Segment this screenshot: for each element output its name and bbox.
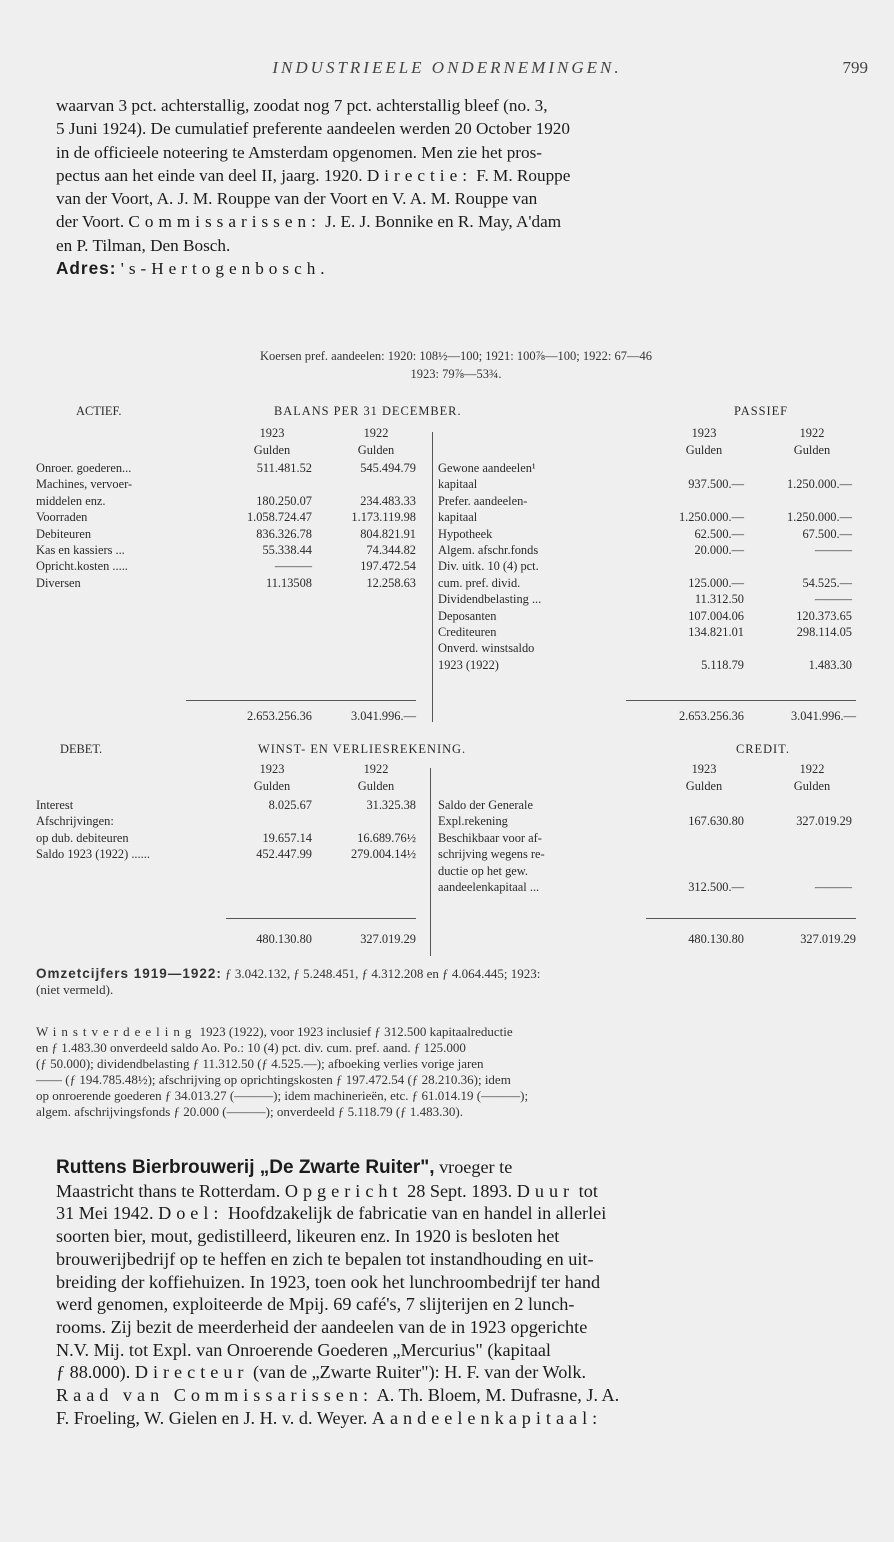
credit-row	[36, 831, 856, 847]
directeur-label: Directeur	[134, 1362, 249, 1383]
value-1923: 836.326.78	[256, 526, 312, 541]
passief-row	[36, 527, 856, 543]
winstverdeeling-label: Winstverdeeling	[36, 1024, 197, 1039]
row-label: Kas en kassiers ...	[36, 543, 125, 557]
credit-row	[36, 847, 856, 863]
value-1923: 55.338.44	[262, 543, 312, 557]
row-label: Voorraden	[36, 510, 88, 525]
passief-label: PASSIEF	[734, 404, 789, 418]
row-label: Algem. afschr.fonds	[438, 543, 539, 557]
raad-label: Raad van Commissarissen:	[56, 1385, 374, 1406]
row-label: cum. pref. divid.	[438, 575, 521, 590]
row-label: Saldo der Generale	[438, 798, 533, 812]
adres-label: Adres:	[56, 258, 117, 279]
value-1922: 1.250.000.—	[786, 477, 852, 492]
value-1923: 11.13508	[265, 575, 312, 590]
directie-label: Directie:	[366, 165, 472, 185]
value-1922: 67.500.—	[802, 526, 852, 541]
value-1923: 1.250.000.—	[678, 510, 744, 525]
value-1922: 804.821.91	[360, 526, 416, 541]
value-1923: 5.118.79	[701, 657, 744, 672]
row-label: middelen enz.	[36, 493, 106, 508]
header-title: INDUSTRIEELE ONDERNEMINGEN.	[272, 58, 622, 77]
value-1923: 511.481.52	[256, 461, 312, 475]
value-1922: 54.525.—	[802, 575, 852, 590]
value-1923: 312.500.—	[688, 880, 744, 894]
passief-row	[36, 609, 856, 625]
koersen-line: 1923: 79⅞—53¾.	[410, 367, 502, 381]
value-1922: 327.019.29	[796, 814, 852, 829]
credit-row	[36, 814, 856, 830]
running-header	[0, 58, 894, 88]
credit-total-1922: 327.019.29	[800, 932, 856, 946]
omzet-label: Omzetcijfers 1919—1922:	[36, 966, 222, 981]
value-1922: 74.344.82	[366, 543, 416, 557]
balans-title: BALANS PER 31 DECEMBER.	[274, 404, 462, 418]
koersen-block	[56, 347, 856, 383]
passief-row	[36, 461, 856, 477]
text-line: waarvan 3 pct. achterstallig, zoodat nog 7 pct. achterstallig bleef (no. 3,	[56, 96, 548, 115]
page-number: 799	[842, 58, 868, 77]
row-label: Expl.rekening	[438, 814, 508, 829]
row-label: Diversen	[36, 575, 81, 590]
row-label: kapitaal	[438, 510, 478, 525]
row-label: aandeelenkapitaal ...	[438, 880, 540, 894]
text-line: pectus aan het einde van deel II, jaarg. 1920. Directie: F. M. Rouppe	[56, 165, 571, 185]
passief-row	[36, 641, 856, 657]
row-label: Crediteuren	[438, 625, 497, 639]
value-1922: ———	[814, 592, 852, 607]
row-label: Prefer. aandeelen-	[438, 493, 528, 508]
value-1922: 197.472.54	[360, 559, 416, 574]
total-rule	[626, 700, 856, 701]
passief-row	[36, 543, 856, 559]
row-label: Beschikbaar voor af-	[438, 830, 542, 845]
passief-row	[36, 658, 856, 674]
doel-label: Doel:	[158, 1203, 224, 1224]
value-1922: 298.114.05	[796, 625, 852, 639]
actief-total-1922: 3.041.996.—	[350, 709, 416, 723]
adres-value: 's-Hertogenbosch.	[120, 259, 330, 279]
passief-row	[36, 576, 856, 592]
total-rule	[186, 700, 416, 701]
profit-loss-account: DEBET. WINST- EN VERLIESREKENING. CREDIT. 1923 1922 1923 1922 Gulden Gulden Gulden Gulden Interest 8.025.67 31.325.38 Afschrijvingen: op dub. debiteuren 19.657.14 16.689.76½ Saldo 1923 (1922) ...... 452.447.99 279.004.14½ Saldo der Generale Expl.rekening 167.630.80 327.019.29 Beschikbaar voor af- schrijving wegens re- ductie op het gew. aandeelenkapitaal ... 312.500.— ——— 480.130.80 327.019.29 480.130.80 327.019.29	[36, 742, 856, 957]
text-line	[56, 257, 856, 280]
passief-row	[36, 477, 856, 493]
column-divider	[432, 432, 433, 722]
omzetcijfers: Omzetcijfers 1919—1922: ƒ 3.042.132, ƒ 5.248.451, ƒ 4.312.208 en ƒ 4.064.445; 1923: (niet vermeld).	[36, 966, 541, 997]
debet-label: DEBET.	[60, 742, 103, 756]
winst-title: WINST- EN VERLIESREKENING.	[258, 742, 467, 756]
value-1922: 234.483.33	[360, 493, 416, 508]
duur-label: Duur	[516, 1180, 575, 1201]
aandeelenkapitaal-label: Aandeelenkapitaal:	[371, 1407, 603, 1428]
text-line: en P. Tilman, Den Bosch.	[56, 235, 231, 255]
credit-total-1923: 480.130.80	[688, 932, 744, 946]
value-1922: 120.373.65	[796, 608, 852, 623]
opgericht-label: Opgericht	[284, 1180, 403, 1201]
row-label: Machines, vervoer-	[36, 477, 133, 492]
intro-paragraph	[56, 94, 856, 280]
row-label: Afschrijvingen:	[36, 814, 114, 829]
row-label: Gewone aandeelen¹	[438, 461, 536, 475]
value-1922: 12.258.63	[366, 575, 416, 590]
row-label: Onroer. goederen...	[36, 461, 132, 475]
credit-row	[36, 864, 856, 880]
row-label: Hypotheek	[438, 526, 493, 541]
value-1923: 62.500.—	[694, 526, 744, 541]
value-1923: 1.058.724.47	[246, 510, 312, 525]
value-1922: 16.689.76½	[357, 830, 416, 845]
value-1923: 937.500.—	[688, 477, 744, 492]
value-1922: 1.483.30	[808, 657, 852, 672]
passief-row	[36, 494, 856, 510]
value-1923: 11.312.50	[694, 592, 744, 607]
credit-row	[36, 798, 856, 814]
commissarissen-label: Commissarissen:	[128, 212, 321, 232]
total-rule	[646, 918, 856, 919]
row-label: ductie op het gew.	[438, 863, 529, 878]
balance-sheet: ACTIEF. BALANS PER 31 DECEMBER. PASSIEF 1923 1922 1923 1922 Gulden Gulden Gulden Gulden Onroer. goederen... 511.481.52 545.494.79 Machines, vervoer- middelen enz. 180.250.07 234.483.33 Voorraden 1.058.724.47 1.173.119.98 Debiteuren 836.326.78 804.821.91 Kas en kassiers ... 55.338.44 74.344.82 Opricht.kosten ..... ——— 197.472.54 Diversen 11.13508 12.258.63 Gewone aandeelen¹ kapitaal 937.500.— 1.250.000.— Prefer. aandeelen- kapitaal 1.250.000.— 1.250.000.— Hypotheek 62.500.— 67.500.— Algem. afschr.fonds 20.000.— ——— Div. uitk. 10 (4) pct. cum. pref. divid. 125.000.— 54.525.— Dividendbelasting ... 11.312.50 ——— Deposanten 107.004.06 120.373.65 Crediteuren 134.821.01 298.114.05 Onverd. winstsaldo 1923 (1922) 5.118.79 1.483.30 2.653.256.36 3.041.996.— 2.653.256.36 3.041.996.—	[36, 404, 856, 723]
row-label: Saldo 1923 (1922) ......	[36, 847, 150, 862]
debet-total-1922: 327.019.29	[360, 932, 416, 946]
passief-total-1922: 3.041.996.—	[790, 709, 856, 723]
text-line: der Voort. Commissarissen: J. E. J. Bonnike en R. May, A'dam	[56, 212, 562, 232]
value-1923: 19.657.14	[262, 830, 312, 845]
ruttens-entry: Ruttens Bierbrouwerij „De Zwarte Ruiter", vroeger te Maastricht thans te Rotterdam. Opgericht 28 Sept. 1893. Duur tot 31 Mei 1942. Doel: Hoofdzakelijk de fabricatie van en handel in allerlei soorten bier, mout, gedistilleerd, likeuren enz. In 1920 is besloten het brouwerijbedrijf op te heffen en zich te bepalen tot instandhouding en uit- breiding der koffiehuizen. In 1923, toen ook het lunchroombedrijf ter hand werd genomen, exploiteerde de Mpij. 69 café's, 7 slijterijen en 2 lunch- rooms. Zij bezit de meerderheid der aandeelen van de in 1923 opgerichte N.V. Mij. tot Expl. van Onroerende Goederen „Mercurius" (kapitaal ƒ 88.000). Directeur (van de „Zwarte Ruiter"): H. F. van der Wolk. Raad van Commissarissen: A. Th. Bloem, M. Dufrasne, J. A. F. Froeling, W. Gielen en J. H. v. d. Weyer. Aandeelenkapitaal:	[56, 1157, 620, 1428]
total-rule	[226, 918, 416, 919]
row-label: Opricht.kosten .....	[36, 559, 128, 574]
value-1922: ———	[814, 880, 852, 894]
credit-row	[36, 880, 856, 896]
text-line: van der Voort, A. J. M. Rouppe van der Voort en V. A. M. Rouppe van	[56, 189, 538, 209]
row-label: kapitaal	[438, 477, 478, 492]
credit-label: CREDIT.	[736, 742, 790, 756]
passief-row	[36, 510, 856, 526]
actief-total-1923: 2.653.256.36	[246, 709, 312, 723]
row-label: Deposanten	[438, 608, 497, 623]
row-label: schrijving wegens re-	[438, 847, 545, 862]
row-label: Dividendbelasting ...	[438, 592, 542, 607]
value-1923: 20.000.—	[694, 543, 744, 557]
value-1922: ———	[814, 543, 852, 557]
passief-total-1923: 2.653.256.36	[678, 709, 744, 723]
actief-label: ACTIEF.	[76, 404, 122, 418]
value-1923: 134.821.01	[688, 625, 744, 639]
row-label: Div. uitk. 10 (4) pct.	[438, 559, 539, 574]
winstverdeeling: Winstverdeeling 1923 (1922), voor 1923 inclusief ƒ 312.500 kapitaalreductie en ƒ 1.483.30 onverdeeld saldo Ao. Po.: 10 (4) pct. div. cum. pref. aand. ƒ 125.000 (ƒ 50.000); dividendbelasting ƒ 11.312.50 (ƒ 4.525.—); afboeking verlies vorige jaren —— (ƒ 194.785.48½); afschrijving op oprichtingskosten ƒ 197.472.54 (ƒ 28.210.36); idem op onroerende goederen ƒ 34.013.27 (———); idem machinerieën, etc. ƒ 61.014.19 (———); algem. afschrijvingsfonds ƒ 20.000 (———); onverdeeld ƒ 5.118.79 (ƒ 1.483.30).	[36, 1024, 529, 1119]
row-label: Debiteuren	[36, 526, 92, 541]
passief-row	[36, 625, 856, 641]
value-1923: 180.250.07	[256, 493, 312, 508]
debet-total-1923: 480.130.80	[256, 932, 312, 946]
row-label: Interest	[36, 798, 74, 812]
value-1923: 125.000.—	[688, 575, 744, 590]
row-label: Onverd. winstsaldo	[438, 641, 535, 656]
value-1922: 1.250.000.—	[786, 510, 852, 525]
value-1922: 279.004.14½	[350, 847, 416, 862]
value-1922: 545.494.79	[360, 461, 416, 475]
value-1922: 1.173.119.98	[351, 510, 416, 525]
value-1923: 167.630.80	[688, 814, 744, 829]
value-1923: 452.447.99	[256, 847, 312, 862]
row-label: op dub. debiteuren	[36, 830, 129, 845]
value-1923: 107.004.06	[688, 608, 744, 623]
company-title: Ruttens Bierbrouwerij „De Zwarte Ruiter",	[56, 1157, 435, 1178]
value-1923: ———	[274, 559, 312, 574]
text-line: 5 Juni 1924). De cumulatief preferente aandeelen werden 20 October 1920	[56, 119, 570, 139]
value-1923: 8.025.67	[268, 798, 312, 812]
passief-row	[36, 592, 856, 608]
text-line: in de officieele noteering te Amsterdam opgenomen. Men zie het pros-	[56, 142, 543, 162]
column-divider	[430, 768, 431, 956]
passief-row	[36, 559, 856, 575]
koersen-line: Koersen pref. aandeelen: 1920: 108½—100; 1921: 100⅞—100; 1922: 67—46	[260, 349, 652, 363]
value-1922: 31.325.38	[366, 798, 416, 812]
row-label: 1923 (1922)	[438, 657, 499, 672]
